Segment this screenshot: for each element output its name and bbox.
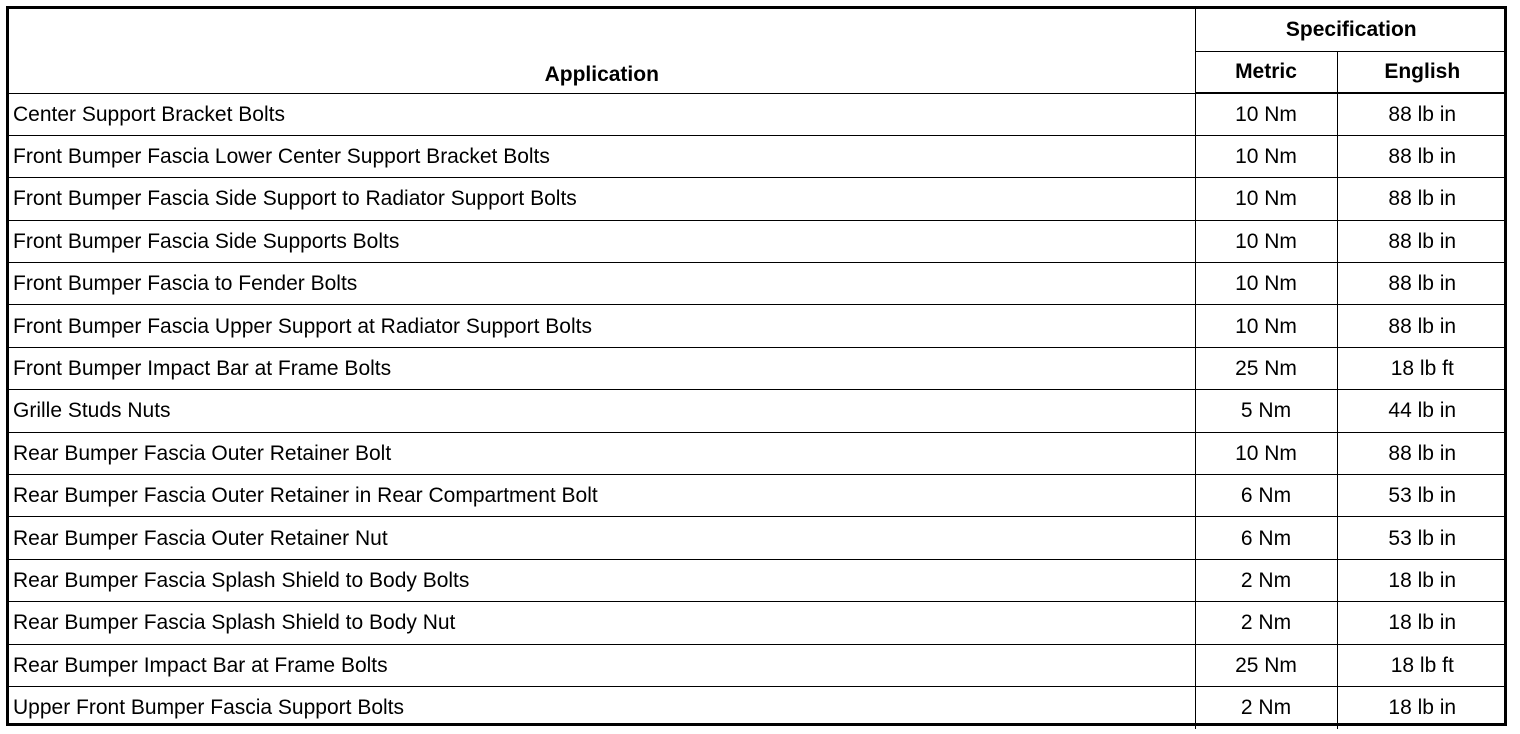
cell-application: Rear Bumper Fascia Outer Retainer Bolt xyxy=(9,432,1195,474)
table-row xyxy=(9,305,1507,347)
column-header-english: English xyxy=(1337,51,1507,93)
cell-application: Front Bumper Fascia Lower Center Support Bracket Bolts xyxy=(9,135,1195,177)
cell-metric: 6 Nm xyxy=(1195,475,1337,517)
cell-english: 18 lb ft xyxy=(1337,347,1507,389)
cell-metric: 10 Nm xyxy=(1195,178,1337,220)
cell-english: 88 lb in xyxy=(1337,305,1507,347)
cell-application: Rear Bumper Fascia Splash Shield to Body Bolts xyxy=(9,559,1195,601)
cell-application: Center Support Bracket Bolts xyxy=(9,93,1195,135)
cell-metric: 25 Nm xyxy=(1195,347,1337,389)
cell-application: Grille Studs Nuts xyxy=(9,390,1195,432)
cell-metric: 25 Nm xyxy=(1195,644,1337,686)
cell-metric: 10 Nm xyxy=(1195,135,1337,177)
cell-english: 18 lb in xyxy=(1337,602,1507,644)
cell-english: 44 lb in xyxy=(1337,390,1507,432)
cell-metric: 2 Nm xyxy=(1195,686,1337,728)
table-header xyxy=(9,9,1507,93)
cell-english: 88 lb in xyxy=(1337,135,1507,177)
cell-english: 88 lb in xyxy=(1337,178,1507,220)
cell-application: Front Bumper Impact Bar at Frame Bolts xyxy=(9,347,1195,389)
cell-english: 18 lb in xyxy=(1337,559,1507,601)
cell-application: Rear Bumper Fascia Splash Shield to Body Nut xyxy=(9,602,1195,644)
cell-metric: 10 Nm xyxy=(1195,263,1337,305)
cell-english: 53 lb in xyxy=(1337,517,1507,559)
table-row xyxy=(9,178,1507,220)
column-header-specification: Specification xyxy=(1195,9,1507,51)
table-row xyxy=(9,220,1507,262)
cell-application: Front Bumper Fascia Side Supports Bolts xyxy=(9,220,1195,262)
table-row xyxy=(9,517,1507,559)
table-row xyxy=(9,390,1507,432)
cell-english: 53 lb in xyxy=(1337,475,1507,517)
cell-application: Rear Bumper Fascia Outer Retainer Nut xyxy=(9,517,1195,559)
table-row xyxy=(9,644,1507,686)
table-row xyxy=(9,559,1507,601)
cell-metric: 6 Nm xyxy=(1195,517,1337,559)
table-row xyxy=(9,263,1507,305)
cell-metric: 2 Nm xyxy=(1195,602,1337,644)
cell-application: Front Bumper Fascia to Fender Bolts xyxy=(9,263,1195,305)
table-row xyxy=(9,93,1507,135)
table-row xyxy=(9,602,1507,644)
fastener-spec-table xyxy=(9,9,1507,729)
cell-english: 88 lb in xyxy=(1337,263,1507,305)
table-row xyxy=(9,347,1507,389)
cell-application: Rear Bumper Impact Bar at Frame Bolts xyxy=(9,644,1195,686)
cell-application: Front Bumper Fascia Upper Support at Radiator Support Bolts xyxy=(9,305,1195,347)
cell-english: 88 lb in xyxy=(1337,220,1507,262)
cell-english: 88 lb in xyxy=(1337,432,1507,474)
cell-metric: 10 Nm xyxy=(1195,93,1337,135)
cell-metric: 5 Nm xyxy=(1195,390,1337,432)
cell-application: Upper Front Bumper Fascia Support Bolts xyxy=(9,686,1195,728)
cell-english: 18 lb ft xyxy=(1337,644,1507,686)
cell-application: Rear Bumper Fascia Outer Retainer in Rear Compartment Bolt xyxy=(9,475,1195,517)
cell-english: 88 lb in xyxy=(1337,93,1507,135)
cell-metric: 2 Nm xyxy=(1195,559,1337,601)
column-header-metric: Metric xyxy=(1195,51,1337,93)
table-row xyxy=(9,475,1507,517)
table-row xyxy=(9,432,1507,474)
cell-metric: 10 Nm xyxy=(1195,432,1337,474)
cell-application: Front Bumper Fascia Side Support to Radiator Support Bolts xyxy=(9,178,1195,220)
table-row xyxy=(9,686,1507,728)
cell-metric: 10 Nm xyxy=(1195,220,1337,262)
header-row-top xyxy=(9,9,1507,51)
table-row xyxy=(9,135,1507,177)
column-header-application: Application xyxy=(9,9,1195,93)
fastener-spec-table-frame xyxy=(6,6,1507,726)
table-body xyxy=(9,93,1507,729)
cell-english: 18 lb in xyxy=(1337,686,1507,728)
cell-metric: 10 Nm xyxy=(1195,305,1337,347)
